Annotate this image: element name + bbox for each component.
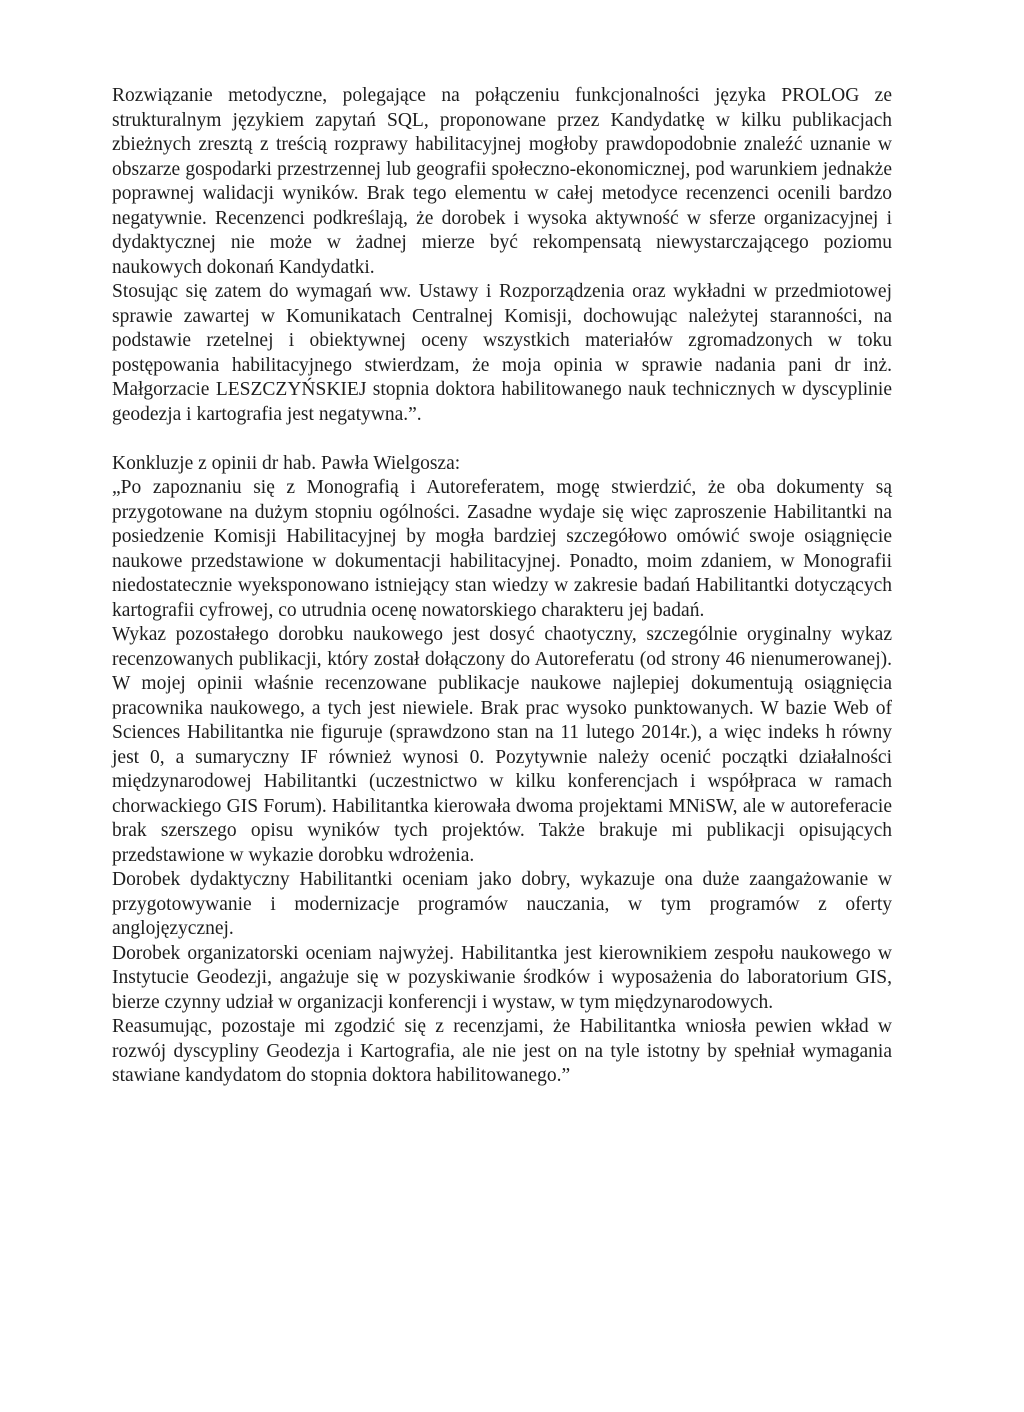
paragraph-conclusion: Stosując się zatem do wymagań ww. Ustawy i Rozporządzenia oraz wykładni w przedmiotowej sprawie zawartej w Komunikatach Centralnej Komisji, dochowując należytej staranności, na podstawie rzetelnej i obiektywnej oceny wszystkich materiałów zgromadzonych w toku postępowania habilitacyjnego stwierdzam, że moja opinia w sprawie nadania pani dr inż. Małgorzacie LESZCZYŃSKIEJ stopnia doktora habilitowanego nauk technicznych w dyscyplinie geodezja i kartografia jest negatywna.”. bbox=[112, 281, 892, 425]
paragraph-gap bbox=[112, 427, 892, 452]
paragraph-monograph: „Po zapoznaniu się z Monografią i Autoreferatem, mogę stwierdzić, że oba dokumenty są przygotowane na dużym stopniu ogólności. Zasadne wydaje się więc zaproszenie Habilitantki na posiedzenie Komisji Habilitacyjnej by mogła bardziej szczegółowo omówić swoje osiągnięcie naukowe przedstawione w dokumentacji habilitacyjnej. Ponadto, moim zdaniem, w Monografii niedostatecznie wyeksponowano istniejący stan wiedzy w zakresie badań Habilitantki dotyczących kartografii cyfrowej, co utrudnia ocenę nowatorskiego charakteru jej badań. bbox=[112, 477, 892, 621]
paragraph-teaching: Dorobek dydaktyczny Habilitantki oceniam jako dobry, wykazuje ona duże zaangażowanie w przygotowywanie i modernizacje programów nauczania, w tym programów z oferty anglojęzycznej. bbox=[112, 869, 892, 939]
paragraph-publications: Wykaz pozostałego dorobku naukowego jest dosyć chaotyczny, szczególnie oryginalny wykaz recenzowanych publikacji, który został dołączony do Autoreferatu (od strony 46 nienumerowanej). W mojej opinii właśnie recenzowane publikacje naukowe najlepiej dokumentują osiągnięcia pracownika naukowego, a tych jest niewiele. Brak prac wysoko punktowanych. W bazie Web of Sciences Habilitantka nie figuruje (sprawdzono stan na 11 lutego 2014r.), a więc indeks h równy jest 0, a sumaryczny IF również wynosi 0. Pozytywnie należy ocenić początki działalności międzynarodowej Habilitantki (uczestnictwo w kilku konferencjach i współpraca w ramach chorwackiego GIS Forum). Habilitantka kierowała dwoma projektami MNiSW, ale w autoreferacie brak szerszego opisu wyników tych projektów. Także brakuje mi publikacji opisujących przedstawione w wykazie dorobku wdrożenia. bbox=[112, 624, 892, 866]
document-page bbox=[112, 84, 892, 1089]
paragraph-heading-wielgosz: Konkluzje z opinii dr hab. Pawła Wielgosza: bbox=[112, 452, 461, 474]
paragraph-methodology: Rozwiązanie metodyczne, polegające na połączeniu funkcjonalności języka PROLOG ze strukturalnym językiem zapytań SQL, proponowane przez Kandydatkę w kilku publikacjach zbieżnych zresztą z treścią rozprawy habilitacyjnej mogłoby prawdopodobnie znaleźć uznanie w obszarze gospodarki przestrzennej lub geografii społeczno-ekonomicznej, pod warunkiem jednakże poprawnej walidacji wyników. Brak tego elementu w całej metodyce recenzenci ocenili bardzo negatywnie. Recenzenci podkreślają, że dorobek i wysoka aktywność w sferze organizacyjnej i dydaktycznej nie może w żadnej mierze być rekompensatą niewystarczającego poziomu naukowych dokonań Kandydatki. bbox=[112, 85, 892, 278]
paragraph-organizational: Dorobek organizatorski oceniam najwyżej. Habilitantka jest kierownikiem zespołu naukowego w Instytucie Geodezji, angażuje się w pozyskiwanie środków i wyposażenia do laboratorium GIS, bierze czynny udział w organizacji konferencji i wystaw, w tym międzynarodowych. bbox=[112, 942, 892, 1013]
paragraph-summary: Reasumując, pozostaje mi zgodzić się z recenzjami, że Habilitantka wniosła pewien wkład w rozwój dyscypliny Geodezja i Kartografia, ale nie jest on na tyle istotny by spełniał wymagania stawiane kandydatom do stopnia doktora habilitowanego.” bbox=[112, 1016, 892, 1086]
